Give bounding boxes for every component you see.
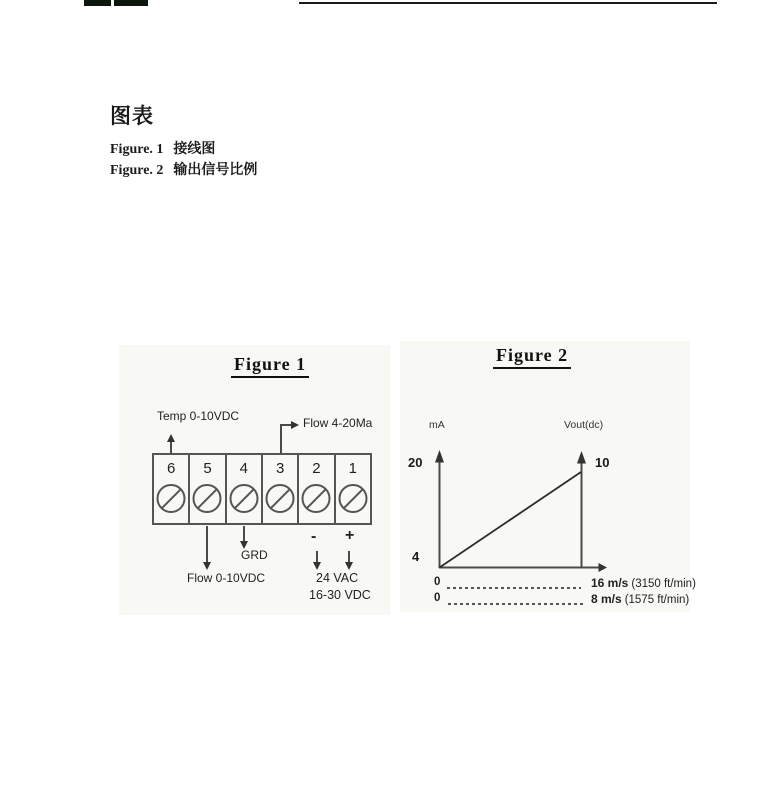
plus-sign: +	[345, 527, 355, 544]
x-scale1-max-label	[591, 576, 696, 590]
figure2-panel	[400, 341, 696, 612]
screw-terminal-icon	[193, 484, 222, 513]
page-title: 图表	[110, 104, 154, 128]
terminal-number: 5	[203, 460, 212, 477]
right-axis-name: Vout(dc)	[564, 419, 604, 431]
logo-fragment-right	[114, 0, 148, 6]
header-rule	[299, 2, 717, 4]
figure-list-item-1	[110, 138, 215, 158]
flow-vdc-arrow-head	[203, 562, 211, 570]
screw-terminal-icon	[157, 484, 186, 513]
terminal-number: 3	[275, 460, 285, 477]
terminal-cell-5	[190, 455, 226, 523]
temp-arrow-head	[167, 434, 175, 442]
x-scale2-zero: 0	[434, 592, 441, 604]
left-axis-min-value: 4	[412, 549, 420, 564]
x-scale1-alt-units: (3150 ft/min)	[631, 578, 696, 590]
terminal-number: 6	[166, 460, 176, 477]
x-scale1-zero: 0	[434, 576, 441, 588]
flow-ma-output-label: Flow 4-20Ma	[303, 416, 373, 430]
screw-terminal-icon	[302, 484, 331, 513]
x-scale1-dash-line	[447, 587, 581, 589]
right-axis-max-value: 10	[595, 455, 610, 470]
terminal-cell-6	[154, 455, 190, 523]
temp-arrow-line	[170, 442, 172, 453]
figure1-title: Figure 1	[231, 354, 309, 378]
flow-vdc-output-label: Flow 0-10VDC	[187, 571, 266, 585]
grd-arrow-line	[243, 526, 245, 542]
figure2-plot	[400, 341, 690, 612]
terminal-cell-1	[336, 455, 370, 523]
supply-voltage-line1: 24 VAC	[316, 571, 359, 585]
left-axis-name: mA	[429, 419, 445, 431]
minus-arrow-head	[313, 562, 321, 570]
x-scale2-dash-line	[448, 603, 583, 605]
figure1-panel	[119, 345, 390, 615]
left-axis-max-value: 20	[408, 455, 423, 470]
terminal-block	[152, 453, 372, 525]
flow-ma-route-vertical	[280, 424, 282, 453]
figure2-title: Figure 2	[493, 345, 571, 369]
logo-fragment-left	[84, 0, 111, 6]
terminal-number: 2	[312, 460, 321, 477]
plus-arrow-head	[345, 562, 353, 570]
terminal-cell-2	[299, 455, 335, 523]
figure1-list-title: 接线图	[173, 142, 216, 157]
terminal-cell-4	[227, 455, 263, 523]
x-scale1-speed: 16 m/s	[591, 576, 629, 590]
supply-voltage-line2: 16-30 VDC	[309, 588, 371, 602]
grd-label: GRD	[241, 548, 268, 562]
minus-sign: -	[311, 528, 317, 545]
screw-terminal-icon	[338, 484, 367, 513]
screw-terminal-icon	[266, 484, 295, 513]
terminal-number: 1	[348, 460, 357, 477]
x-scale2-speed: 8 m/s	[591, 592, 622, 606]
x-scale2-alt-units: (1575 ft/min)	[624, 594, 690, 606]
terminal-number: 4	[239, 460, 248, 477]
terminal-cell-3	[263, 455, 299, 523]
figure2-list-title: 输出信号比例	[173, 163, 258, 178]
figure1-list-label: Figure. 1	[110, 142, 164, 157]
figure2-list-label: Figure. 2	[110, 163, 164, 178]
flow-vdc-arrow-line	[206, 526, 208, 563]
x-scale2-max-label	[591, 592, 689, 606]
figure-list-item-2	[110, 159, 257, 179]
flow-ma-arrow-head	[291, 421, 299, 429]
temp-output-label: Temp 0-10VDC	[157, 409, 240, 423]
screw-terminal-icon	[229, 484, 258, 513]
